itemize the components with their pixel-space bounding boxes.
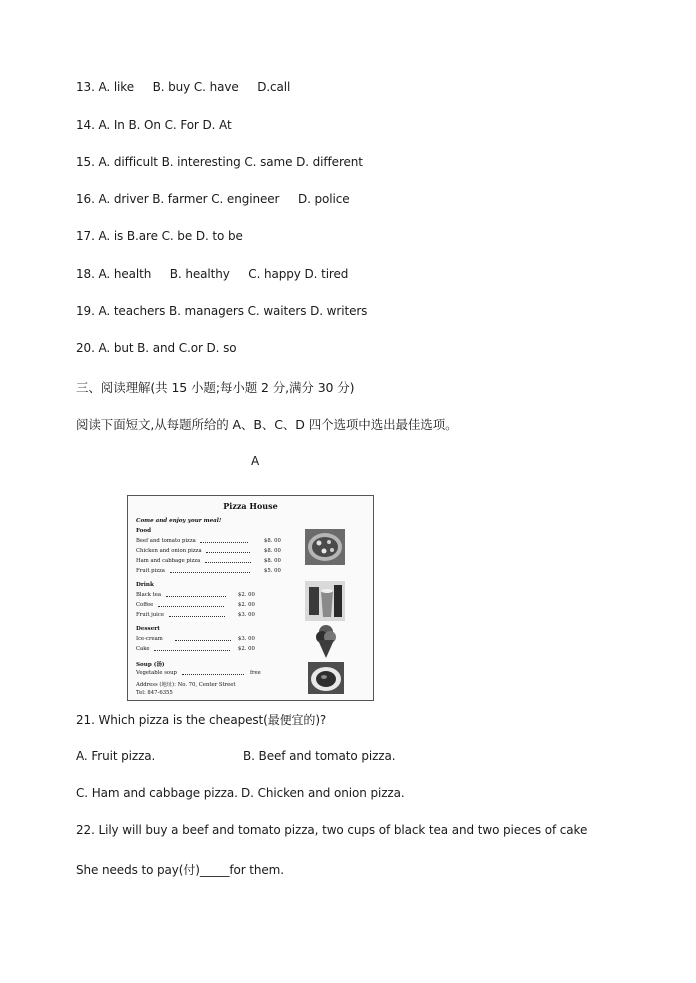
passage-label: A — [251, 454, 260, 468]
question-22-continuation: She needs to pay(付)_____for them. — [76, 863, 284, 877]
menu-item-name: Beef and tomato pizza — [136, 538, 196, 544]
menu-item — [136, 602, 296, 608]
question-19: 19. A. teachers B. managers C. waiters D. writers — [76, 304, 368, 318]
pizza-house-menu — [127, 495, 374, 701]
question-13: 13. A. like B. buy C. have D.call — [76, 80, 291, 94]
question-17: 17. A. is B.are C. be D. to be — [76, 229, 243, 243]
menu-item — [136, 646, 296, 652]
question-21-option-b: B. Beef and tomato pizza. — [243, 749, 396, 763]
menu-item-name: Ice-cream — [136, 636, 163, 642]
menu-item-price: $8. 00 — [264, 538, 281, 544]
question-21-option-d: D. Chicken and onion pizza. — [241, 786, 405, 800]
menu-item — [136, 548, 296, 554]
ice-cream-photo — [312, 624, 340, 658]
menu-item-price: $2. 00 — [238, 602, 255, 608]
menu-item — [136, 612, 296, 618]
menu-section-drink: Drink — [136, 582, 154, 588]
menu-item-price: $2. 00 — [238, 646, 255, 652]
menu-item-name: Coffee — [136, 602, 154, 608]
menu-item-price: $3. 00 — [238, 636, 255, 642]
soup-photo — [308, 662, 344, 694]
menu-item-price: $5. 00 — [264, 568, 281, 574]
question-21-stem: 21. Which pizza is the cheapest(最便宜的)? — [76, 713, 327, 727]
section-heading: 三、阅读理解(共 15 小题;每小题 2 分,满分 30 分) — [76, 380, 355, 395]
menu-item-price: $8. 00 — [264, 558, 281, 564]
menu-item-price: $2. 00 — [238, 592, 255, 598]
menu-item — [136, 538, 296, 544]
menu-item-price: $8. 00 — [264, 548, 281, 554]
menu-item-name: Ham and cabbage pizza — [136, 558, 201, 564]
menu-section-food: Food — [136, 528, 152, 534]
question-14: 14. A. In B. On C. For D. At — [76, 118, 232, 132]
menu-item — [136, 568, 296, 574]
menu-title: Pizza House — [223, 501, 278, 511]
menu-item-price: free — [250, 670, 261, 676]
menu-section-dessert: Dessert — [136, 626, 160, 632]
menu-item-name: Cake — [136, 646, 150, 652]
question-15: 15. A. difficult B. interesting C. same D. different — [76, 155, 363, 169]
menu-item-name: Black tea — [136, 592, 162, 598]
question-20: 20. A. but B. and C.or D. so — [76, 341, 237, 355]
menu-address: Address (地址): No. 70, Center Street — [136, 682, 236, 688]
drinks-photo — [305, 581, 345, 621]
menu-item-name: Fruit juice — [136, 612, 164, 618]
menu-item-name: Vegetable soup — [136, 670, 177, 676]
menu-item — [136, 670, 296, 676]
menu-item — [136, 636, 296, 642]
menu-item-name: Fruit pizza — [136, 568, 165, 574]
menu-item — [136, 558, 296, 564]
menu-item-name: Chicken and onion pizza — [136, 548, 202, 554]
question-21-option-a: A. Fruit pizza. — [76, 749, 156, 763]
question-21-option-c: C. Ham and cabbage pizza. — [76, 786, 238, 800]
question-22-stem: 22. Lily will buy a beef and tomato pizza, two cups of black tea and two pieces of cake — [76, 823, 588, 837]
question-16: 16. A. driver B. farmer C. engineer D. police — [76, 192, 350, 206]
section-instruction: 阅读下面短文,从每题所给的 A、B、C、D 四个选项中选出最佳选项。 — [76, 417, 458, 432]
menu-tel: Tel: 847-6355 — [136, 690, 173, 696]
pizza-photo — [305, 529, 345, 565]
menu-section-soup: Soup (汤) — [136, 662, 165, 668]
menu-item — [136, 592, 296, 598]
menu-item-price: $3. 00 — [238, 612, 255, 618]
question-18: 18. A. health B. healthy C. happy D. tired — [76, 267, 349, 281]
menu-tagline: Come and enjoy your meal! — [136, 518, 222, 524]
